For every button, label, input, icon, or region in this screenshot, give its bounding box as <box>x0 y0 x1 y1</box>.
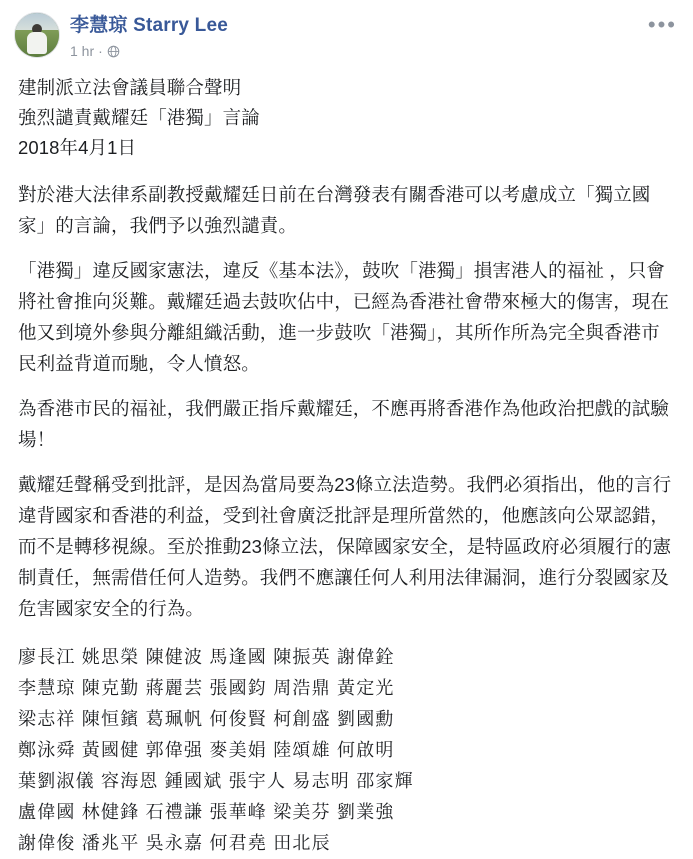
signatory-line: 梁志祥 陳恒鑌 葛珮帆 何俊賢 柯創盛 劉國勳 <box>18 709 395 729</box>
post-title-block <box>18 73 675 163</box>
globe-icon[interactable] <box>107 45 120 58</box>
post-paragraph: 「港獨」違反國家憲法，違反《基本法》，鼓吹「港獨」損害港人的福祉 ，只會將社會推向災難。戴耀廷過去鼓吹佔中，已經為香港社會帶來極大的傷害，現在他又到境外參與分離組織活動，進一步鼓吹「港獨」，其所作所為完全與香港市民利益背道而馳，令人憤怒。 <box>18 260 670 374</box>
post-header <box>0 0 693 63</box>
avatar[interactable] <box>14 12 60 58</box>
post-paragraph: 戴耀廷聲稱受到批評，是因為當局要為23條立法造勢。我們必須指出，他的言行違背國家和香港的利益，受到社會廣泛批評是理所當然的，他應該向公眾認錯，而不是轉移視線。至於推動23條立法，保障國家安全，是特區政府必須履行的憲制責任，無需借任何人造勢。我們不應讓任何人利用法律漏洞，進行分裂國家及危害國家安全的行為。 <box>18 474 672 619</box>
post-title-line: 建制派立法會議員聯合聲明 <box>18 77 242 98</box>
post-date-line: 2018年4月1日 <box>18 137 137 158</box>
post-header-text <box>70 12 228 61</box>
post-paragraph: 為香港市民的福祉，我們嚴正指斥戴耀廷，不應再將香港作為他政治把戲的試驗場！ <box>18 398 670 450</box>
signatory-list <box>18 642 675 859</box>
signatory-line: 鄭泳舜 黃國健 郭偉强 麥美娟 陸頌雄 何啟明 <box>18 740 395 760</box>
author-name[interactable]: 李慧琼 Starry Lee <box>70 15 229 36</box>
signatory-line: 李慧琼 陳克勤 蔣麗芸 張國鈞 周浩鼎 黃定光 <box>18 678 395 698</box>
post-timestamp[interactable]: 1 hr <box>70 43 95 59</box>
post-meta <box>70 41 228 61</box>
avatar-person-body <box>27 32 47 54</box>
post-title-line: 強烈譴責戴耀廷「港獨」言論 <box>18 107 260 128</box>
signatory-line: 謝偉俊 潘兆平 吳永嘉 何君堯 田北辰 <box>18 833 331 853</box>
signatory-line: 葉劉淑儀 容海恩 鍾國斌 張宇人 易志明 邵家輝 <box>18 771 414 791</box>
ellipsis-icon[interactable]: ••• <box>647 12 677 37</box>
signatory-line: 盧偉國 林健鋒 石禮謙 張華峰 梁美芬 劉業強 <box>18 802 395 822</box>
meta-separator: · <box>98 43 103 59</box>
signatory-line: 廖長江 姚思榮 陳健波 馬逢國 陳振英 謝偉銓 <box>18 647 395 667</box>
post-paragraph: 對於港大法律系副教授戴耀廷日前在台灣發表有關香港可以考慮成立「獨立國家」的言論，我們予以強烈譴責。 <box>18 184 651 236</box>
post-body <box>0 63 693 859</box>
